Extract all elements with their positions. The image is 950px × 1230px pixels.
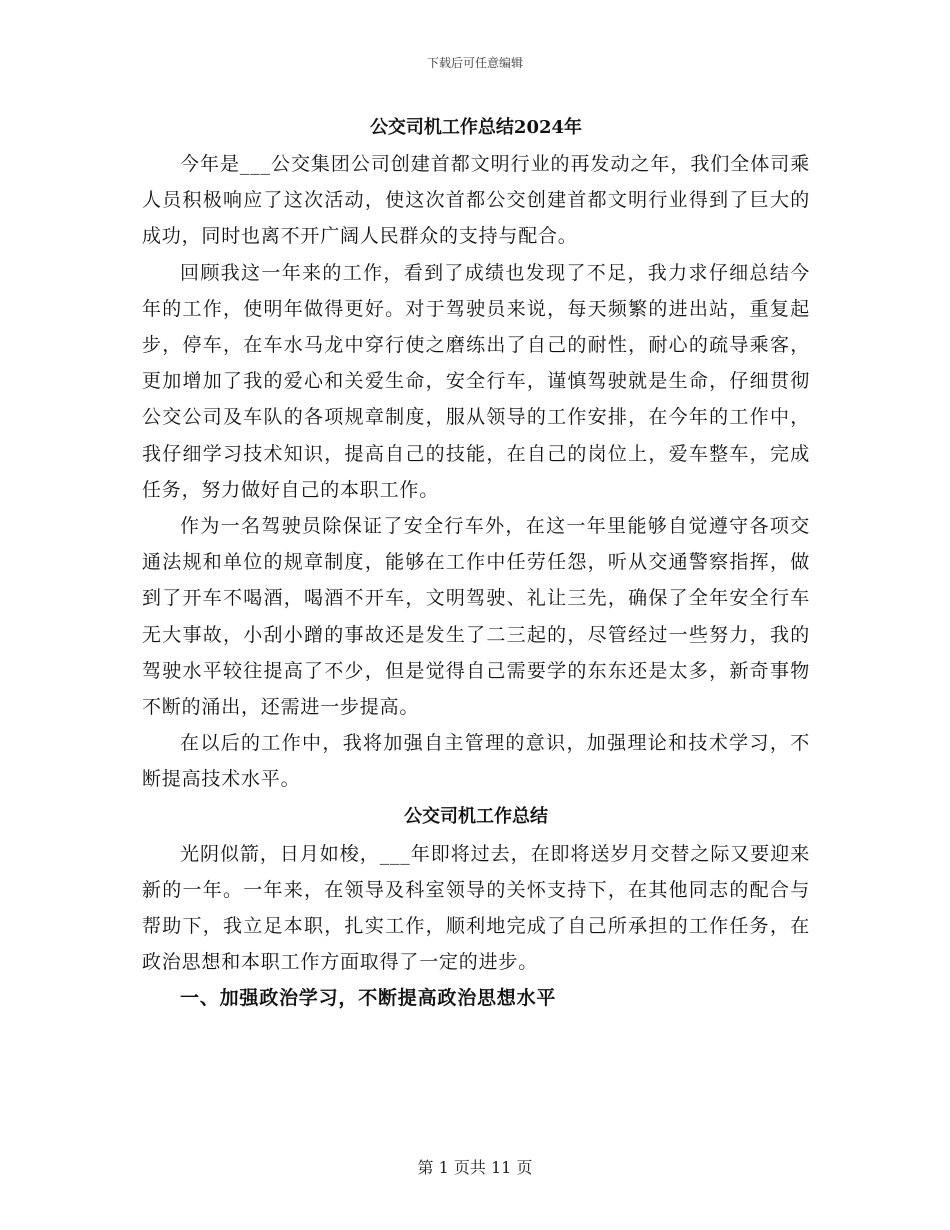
section-heading: 一、加强政治学习，不断提高政治思想水平: [180, 987, 557, 1010]
paragraph-3: 作为一名驾驶员除保证了安全行车外，在这一年里能够自觉遵守各项交通法规和单位的规章制度，能够在工作中任劳任怨，听从交通警察指挥，做到了开车不喝酒，喝酒不开车，文明驾驶、礼让三先，确保了全年安全行车无大事故，小刮小蹭的事故还是发生了二三起的，尽管经过一些努力，我的驾驶水平较往提高了不少，但是觉得自己需要学的东东还是太多，新奇事物不断的涌出，还需进一步提高。: [142, 515, 810, 719]
header-note: 下载后可任意编辑: [426, 56, 523, 70]
paragraph-2: 回顾我这一年来的工作，看到了成绩也发现了不足，我力求仔细总结今年的工作，使明年做得更好。对于驾驶员来说，每天频繁的进出站，重复起步，停车，在车水马龙中穿行使之磨练出了自己的耐性，耐心的疏导乘客，更加增加了我的爱心和关爱生命，安全行车，谨慎驾驶就是生命，仔细贯彻公交公司及车队的各项规章制度，服从领导的工作安排，在今年的工作中，我仔细学习技术知识，提高自己的技能，在自己的岗位上，爱车整车，完成任务，努力做好自己的本职工作。: [142, 261, 810, 501]
paragraph-1: 今年是___公交集团公司创建首都文明行业的再发动之年，我们全体司乘人员积极响应了这次活动，使这次首都公交创建首都文明行业得到了巨大的成功，同时也离不开广阔人民群众的支持与配合。: [142, 153, 810, 248]
page-footer: 第 1 页共 11 页: [417, 1158, 533, 1177]
paragraph-4: 在以后的工作中，我将加强自主管理的意识，加强理论和技术学习，不断提高技术水平。: [142, 732, 810, 791]
paragraph-5: 光阴似箭，日月如梭，___年即将过去，在即将送岁月交替之际又要迎来新的一年。一年来，在领导及科室领导的关怀支持下，在其他同志的配合与帮助下，我立足本职，扎实工作，顺利地完成了自己所承担的工作任务，在政治思想和本职工作方面取得了一定的进步。: [142, 842, 810, 974]
document-body: [142, 110, 810, 1016]
document-title: 公交司机工作总结2024年: [369, 117, 583, 138]
section-subtitle: 公交司机工作总结: [404, 805, 548, 827]
